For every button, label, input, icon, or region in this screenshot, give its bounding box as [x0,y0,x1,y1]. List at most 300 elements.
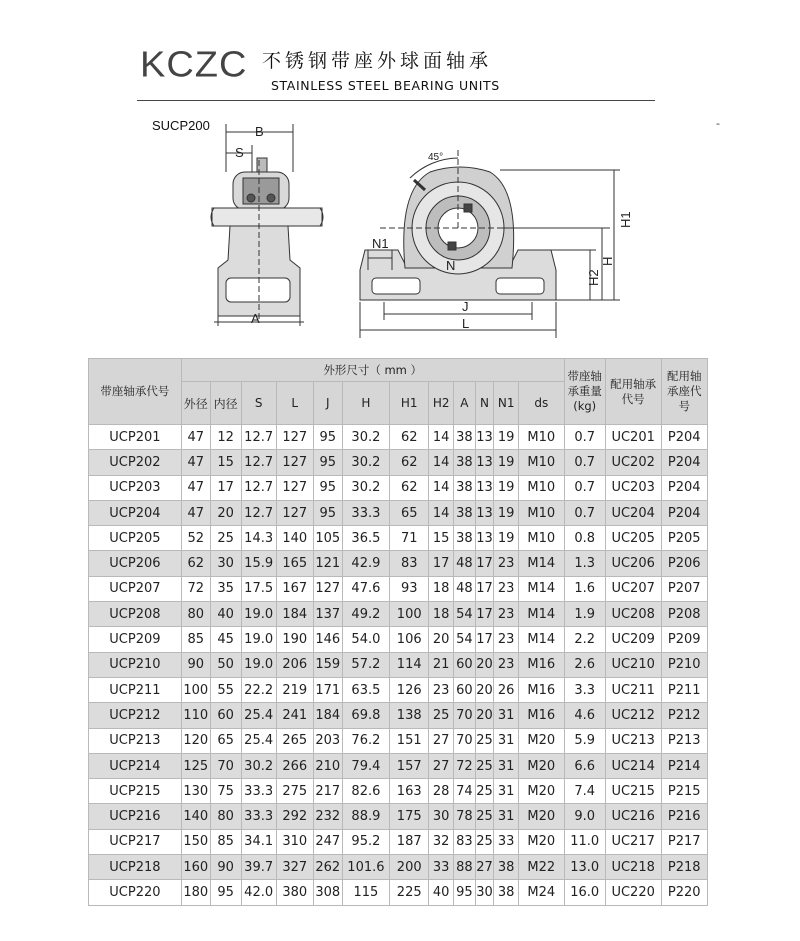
table-cell: 88.9 [342,804,389,829]
model-label: SUCP200 [152,118,210,133]
table-cell: 60 [454,677,476,702]
table-cell: 100 [390,602,429,627]
table-cell: 95 [313,425,342,450]
table-row [89,880,708,905]
table-cell: 232 [313,804,342,829]
table-cell: 93 [390,576,429,601]
table-row [89,753,708,778]
table-cell: 0.7 [564,500,605,525]
table-cell: 138 [390,703,429,728]
table-cell: M10 [519,526,565,551]
table-row [89,779,708,804]
table-cell: 19.0 [241,652,276,677]
table-cell: 71 [390,526,429,551]
table-cell: 25.4 [241,703,276,728]
table-cell: 80 [181,602,210,627]
title-english: STAINLESS STEEL BEARING UNITS [271,78,500,93]
table-cell: P214 [661,753,708,778]
table-cell: 82.6 [342,779,389,804]
header-sub-col: J [313,382,342,425]
table-cell: 4.6 [564,703,605,728]
table-cell: UCP220 [89,880,182,905]
table-cell: 20 [475,703,494,728]
table-cell: 25 [475,779,494,804]
table-cell: 70 [454,703,476,728]
table-cell: 35 [210,576,241,601]
table-cell: 12.7 [241,500,276,525]
table-cell: 20 [429,627,454,652]
dim-label-l: L [462,316,470,331]
table-cell: 210 [313,753,342,778]
table-cell: 22.2 [241,677,276,702]
table-cell: 74 [454,779,476,804]
table-cell: P206 [661,551,708,576]
table-cell: 38 [454,425,476,450]
table-cell: 159 [313,652,342,677]
header-bearing-code: 配用轴承代号 [605,359,661,425]
header-sub-col: S [241,382,276,425]
table-cell: 23 [494,652,519,677]
table-cell: UCP218 [89,855,182,880]
table-cell: 2.6 [564,652,605,677]
table-cell: 47 [181,475,210,500]
table-cell: M10 [519,450,565,475]
table-cell: 42.0 [241,880,276,905]
dim-label-s: S [235,145,244,160]
table-cell: 150 [181,829,210,854]
table-cell: M16 [519,703,565,728]
table-cell: 17 [429,551,454,576]
table-cell: 206 [276,652,313,677]
table-cell: 3.3 [564,677,605,702]
table-row [89,652,708,677]
table-cell: 115 [342,880,389,905]
table-cell: 38 [454,526,476,551]
table-cell: UC218 [605,855,661,880]
table-cell: 18 [429,576,454,601]
table-cell: 69.8 [342,703,389,728]
table-cell: 11.0 [564,829,605,854]
table-cell: UCP216 [89,804,182,829]
table-cell: 184 [276,602,313,627]
table-cell: 65 [390,500,429,525]
table-cell: P207 [661,576,708,601]
table-cell: 42.9 [342,551,389,576]
table-cell: 127 [276,425,313,450]
header-sub-col: 外径 [181,382,210,425]
table-cell: 17 [475,602,494,627]
table-cell: UCP211 [89,677,182,702]
table-cell: 18 [429,602,454,627]
table-cell: 14 [429,500,454,525]
title-chinese: 不锈钢带座外球面轴承 [262,50,493,72]
table-cell: 83 [454,829,476,854]
table-cell: 13.0 [564,855,605,880]
table-cell: 225 [390,880,429,905]
table-cell: UCP208 [89,602,182,627]
table-cell: M20 [519,779,565,804]
table-cell: 23 [494,576,519,601]
table-cell: 163 [390,779,429,804]
table-cell: 63.5 [342,677,389,702]
dim-label-h1: H1 [618,211,633,228]
table-cell: 127 [276,450,313,475]
table-row [89,500,708,525]
table-cell: 203 [313,728,342,753]
table-cell: 38 [454,500,476,525]
table-cell: 23 [429,677,454,702]
table-cell: 31 [494,728,519,753]
table-cell: UC203 [605,475,661,500]
table-cell: P215 [661,779,708,804]
table-cell: 14.3 [241,526,276,551]
table-cell: 266 [276,753,313,778]
table-cell: UC212 [605,703,661,728]
table-row [89,551,708,576]
table-cell: 13 [475,526,494,551]
table-cell: 175 [390,804,429,829]
table-cell: 137 [313,602,342,627]
table-cell: 160 [181,855,210,880]
table-row [89,804,708,829]
table-row [89,526,708,551]
table-cell: 90 [210,855,241,880]
table-cell: 13 [475,425,494,450]
table-cell: 1.9 [564,602,605,627]
table-cell: 26 [494,677,519,702]
corner-mark: - [716,117,720,130]
table-cell: P204 [661,500,708,525]
table-cell: 47.6 [342,576,389,601]
table-cell: 78 [454,804,476,829]
technical-drawing [200,120,640,352]
table-cell: 151 [390,728,429,753]
table-cell: 95 [313,475,342,500]
table-cell: P209 [661,627,708,652]
table-cell: UCP210 [89,652,182,677]
table-cell: M22 [519,855,565,880]
table-cell: 105 [313,526,342,551]
table-cell: P217 [661,829,708,854]
table-cell: UC210 [605,652,661,677]
table-cell: UCP206 [89,551,182,576]
table-cell: 12.7 [241,475,276,500]
table-cell: 0.8 [564,526,605,551]
table-cell: 15 [429,526,454,551]
table-cell: 30.2 [241,753,276,778]
table-cell: M16 [519,677,565,702]
table-cell: 62 [181,551,210,576]
table-cell: 62 [390,450,429,475]
table-cell: M10 [519,500,565,525]
table-cell: 9.0 [564,804,605,829]
table-cell: P204 [661,425,708,450]
table-cell: 19 [494,526,519,551]
table-cell: 127 [276,475,313,500]
table-cell: UC220 [605,880,661,905]
table-row [89,728,708,753]
table-cell: 120 [181,728,210,753]
table-cell: 19 [494,425,519,450]
table-cell: 75 [210,779,241,804]
table-cell: 7.4 [564,779,605,804]
table-cell: 48 [454,576,476,601]
table-cell: 190 [276,627,313,652]
table-cell: 31 [494,703,519,728]
table-cell: 16.0 [564,880,605,905]
table-cell: 54 [454,602,476,627]
table-cell: 217 [313,779,342,804]
table-cell: 21 [429,652,454,677]
table-cell: M14 [519,551,565,576]
header-sub-col: H [342,382,389,425]
table-cell: 30 [429,804,454,829]
table-cell: 31 [494,779,519,804]
table-cell: 165 [276,551,313,576]
table-cell: 184 [313,703,342,728]
table-cell: UC201 [605,425,661,450]
table-cell: 33 [494,829,519,854]
table-cell: 25 [475,753,494,778]
table-cell: UC202 [605,450,661,475]
table-cell: UC215 [605,779,661,804]
table-cell: 127 [313,576,342,601]
side-view [211,124,323,326]
table-cell: 275 [276,779,313,804]
table-cell: 308 [313,880,342,905]
table-cell: 25 [475,804,494,829]
table-cell: M20 [519,728,565,753]
table-cell: 12 [210,425,241,450]
dim-label-n: N [446,258,456,273]
table-cell: UC213 [605,728,661,753]
table-cell: 25 [210,526,241,551]
table-cell: M14 [519,627,565,652]
dim-label-angle: 45° [428,152,444,163]
spec-table [88,358,708,906]
table-cell: M14 [519,576,565,601]
table-cell: 19.0 [241,602,276,627]
table-cell: 57.2 [342,652,389,677]
table-cell: M16 [519,652,565,677]
table-cell: UC209 [605,627,661,652]
table-cell: 47 [181,425,210,450]
table-cell: 1.6 [564,576,605,601]
header-sub-col: N [475,382,494,425]
table-cell: 30.2 [342,475,389,500]
table-cell: P204 [661,475,708,500]
table-cell: 60 [454,652,476,677]
table-cell: 17 [475,551,494,576]
table-cell: 23 [494,551,519,576]
header-model-code: 带座轴承代号 [89,359,182,425]
table-cell: 36.5 [342,526,389,551]
table-cell: 88 [454,855,476,880]
table-cell: 83 [390,551,429,576]
table-cell: UC207 [605,576,661,601]
table-cell: 95 [210,880,241,905]
table-cell: 247 [313,829,342,854]
table-cell: 27 [429,753,454,778]
header-sub-col: H2 [429,382,454,425]
table-header [89,359,708,425]
table-cell: 121 [313,551,342,576]
table-cell: 60 [210,703,241,728]
table-cell: 17.5 [241,576,276,601]
table-cell: 30 [210,551,241,576]
table-row [89,829,708,854]
table-cell: 101.6 [342,855,389,880]
table-cell: 47 [181,450,210,475]
table-cell: 80 [210,804,241,829]
table-cell: UC206 [605,551,661,576]
table-cell: UCP203 [89,475,182,500]
table-cell: 47 [181,500,210,525]
table-cell: UC216 [605,804,661,829]
header-housing-code: 配用轴承座代号 [661,359,708,425]
table-cell: 30.2 [342,450,389,475]
table-cell: 19 [494,500,519,525]
header-dimensions: 外形尺寸（ mm ） [181,359,564,382]
table-cell: P212 [661,703,708,728]
dim-label-j: J [462,299,469,314]
table-cell: P216 [661,804,708,829]
table-cell: 130 [181,779,210,804]
table-cell: 48 [454,551,476,576]
table-cell: UCP201 [89,425,182,450]
table-cell: 5.9 [564,728,605,753]
table-cell: 19.0 [241,627,276,652]
table-cell: M10 [519,425,565,450]
table-cell: 38 [494,880,519,905]
table-cell: 85 [181,627,210,652]
table-cell: 146 [313,627,342,652]
table-row [89,450,708,475]
table-cell: 15 [210,450,241,475]
table-cell: P204 [661,450,708,475]
table-cell: UCP212 [89,703,182,728]
table-cell: M10 [519,475,565,500]
table-cell: 50 [210,652,241,677]
table-cell: 17 [475,576,494,601]
table-cell: 20 [475,677,494,702]
table-cell: 70 [454,728,476,753]
table-cell: 13 [475,450,494,475]
table-cell: 17 [210,475,241,500]
table-cell: UCP209 [89,627,182,652]
table-cell: 23 [494,602,519,627]
table-cell: 140 [276,526,313,551]
table-cell: 327 [276,855,313,880]
table-cell: M20 [519,753,565,778]
table-cell: 65 [210,728,241,753]
table-cell: 171 [313,677,342,702]
header-sub-col: N1 [494,382,519,425]
table-cell: 180 [181,880,210,905]
table-cell: 265 [276,728,313,753]
table-cell: UCP215 [89,779,182,804]
table-cell: 34.1 [241,829,276,854]
table-cell: 95 [313,500,342,525]
table-row [89,703,708,728]
table-cell: 32 [429,829,454,854]
dim-label-a: A [251,311,260,326]
table-cell: 219 [276,677,313,702]
table-cell: 14 [429,450,454,475]
table-cell: UCP214 [89,753,182,778]
table-cell: 30 [475,880,494,905]
table-cell: 33.3 [241,804,276,829]
table-cell: UCP217 [89,829,182,854]
table-cell: UC204 [605,500,661,525]
table-cell: 110 [181,703,210,728]
table-cell: 1.3 [564,551,605,576]
table-cell: UCP204 [89,500,182,525]
table-cell: 54.0 [342,627,389,652]
table-cell: UCP202 [89,450,182,475]
table-cell: P210 [661,652,708,677]
table-cell: 30.2 [342,425,389,450]
table-cell: UC208 [605,602,661,627]
table-cell: 167 [276,576,313,601]
table-cell: 20 [475,652,494,677]
table-cell: 33.3 [342,500,389,525]
header-sub-col: L [276,382,313,425]
table-cell: 27 [475,855,494,880]
table-cell: 12.7 [241,425,276,450]
header-sub-col: A [454,382,476,425]
table-cell: 90 [181,652,210,677]
table-cell: UC211 [605,677,661,702]
table-cell: 45 [210,627,241,652]
table-cell: 95.2 [342,829,389,854]
table-cell: P211 [661,677,708,702]
table-cell: 23 [494,627,519,652]
table-cell: 39.7 [241,855,276,880]
table-cell: 200 [390,855,429,880]
table-cell: 25 [475,829,494,854]
table-cell: M20 [519,804,565,829]
table-cell: 25 [429,703,454,728]
table-cell: 114 [390,652,429,677]
table-cell: UC214 [605,753,661,778]
table-cell: P218 [661,855,708,880]
table-cell: 49.2 [342,602,389,627]
table-cell: 125 [181,753,210,778]
table-cell: 25 [475,728,494,753]
table-cell: 72 [181,576,210,601]
table-cell: 62 [390,425,429,450]
brand-logo: KCZC [140,45,248,85]
table-row [89,576,708,601]
table-cell: 126 [390,677,429,702]
header-sub-col: H1 [390,382,429,425]
table-cell: P220 [661,880,708,905]
header-divider [137,100,655,101]
dim-label-b: B [255,124,264,139]
dim-label-h: H [600,256,615,266]
table-cell: 14 [429,475,454,500]
table-cell: 310 [276,829,313,854]
table-cell: P208 [661,602,708,627]
table-cell: 14 [429,425,454,450]
table-cell: 12.7 [241,450,276,475]
table-cell: 54 [454,627,476,652]
table-cell: UCP205 [89,526,182,551]
table-cell: 0.7 [564,425,605,450]
table-cell: M24 [519,880,565,905]
table-body [89,425,708,906]
